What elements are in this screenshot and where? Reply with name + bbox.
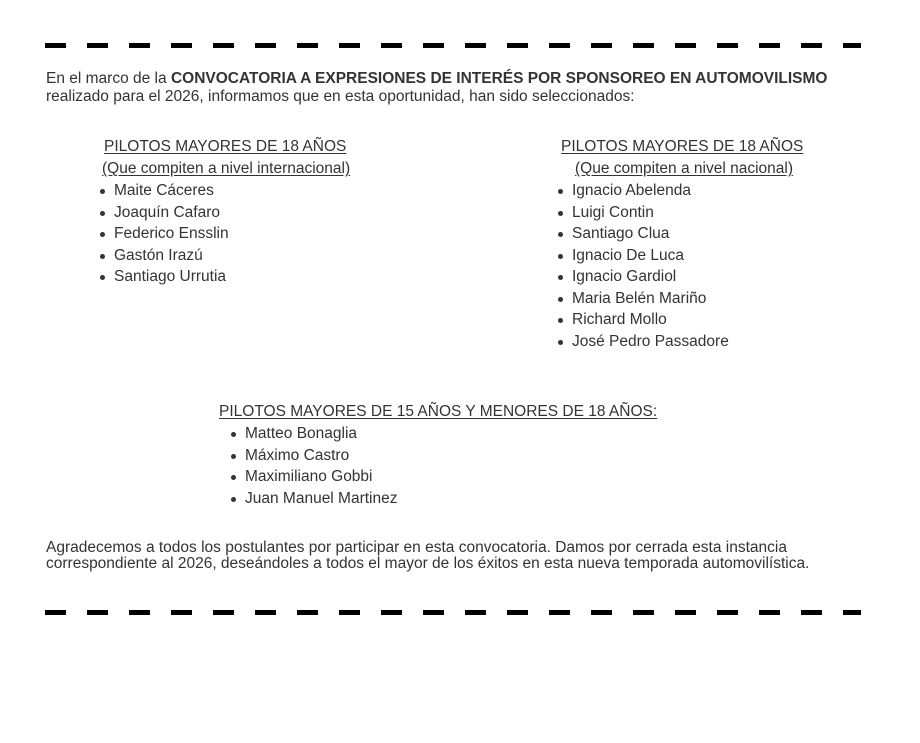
- international-pilots-section: [104, 136, 350, 288]
- list-item: Ignacio Abelenda: [558, 180, 803, 202]
- top-dashed-divider: [45, 43, 861, 48]
- list-item: Maximiliano Gobbi: [231, 466, 657, 488]
- national-subheading: (Que compiten a nivel nacional): [575, 160, 793, 177]
- list-item: Santiago Urrutia: [100, 266, 350, 288]
- list-item: Maite Cáceres: [100, 180, 350, 202]
- international-pilot-list: [100, 180, 350, 288]
- closing-paragraph: [46, 540, 886, 572]
- list-item: Máximo Castro: [231, 445, 657, 467]
- list-item: Matteo Bonaglia: [231, 423, 657, 445]
- list-item: Federico Ensslin: [100, 223, 350, 245]
- intro-paragraph: [46, 70, 876, 106]
- intro-highlight: CONVOCATORIA A EXPRESIONES DE INTERÉS POR SPONSOREO EN AUTOMOVILISMO: [170, 70, 828, 87]
- list-item: Ignacio Gardiol: [558, 266, 803, 288]
- list-item: Santiago Clua: [558, 223, 803, 245]
- intro-prefix: En el marco de la: [46, 70, 171, 87]
- bottom-dashed-divider: [45, 610, 861, 615]
- juvenile-pilots-section: [219, 401, 657, 509]
- national-pilot-list: [558, 180, 803, 352]
- juvenile-heading: PILOTOS MAYORES DE 15 AÑOS Y MENORES DE 18 AÑOS:: [219, 403, 658, 420]
- closing-line-2: correspondiente al 2026, deseándoles a todos el mayor de los éxitos en esta nueva temporada automovilística.: [46, 555, 810, 572]
- international-subheading: (Que compiten a nivel internacional): [102, 160, 351, 177]
- international-heading: PILOTOS MAYORES DE 18 AÑOS: [104, 138, 347, 155]
- national-pilots-section: [561, 136, 803, 352]
- list-item: Juan Manuel Martinez: [231, 488, 657, 510]
- juvenile-pilot-list: [231, 423, 657, 509]
- list-item: Gastón Irazú: [100, 245, 350, 267]
- list-item: Luigi Contin: [558, 202, 803, 224]
- list-item: José Pedro Passadore: [558, 331, 803, 353]
- intro-line-2: realizado para el 2026, informamos que en esta oportunidad, han sido seleccionados:: [46, 88, 635, 105]
- national-heading: PILOTOS MAYORES DE 18 AÑOS: [561, 138, 804, 155]
- closing-line-1: Agradecemos a todos los postulantes por participar en esta convocatoria. Damos por cerrada esta instancia: [46, 539, 787, 556]
- list-item: Ignacio De Luca: [558, 245, 803, 267]
- list-item: Joaquín Cafaro: [100, 202, 350, 224]
- list-item: Richard Mollo: [558, 309, 803, 331]
- list-item: Maria Belén Mariño: [558, 288, 803, 310]
